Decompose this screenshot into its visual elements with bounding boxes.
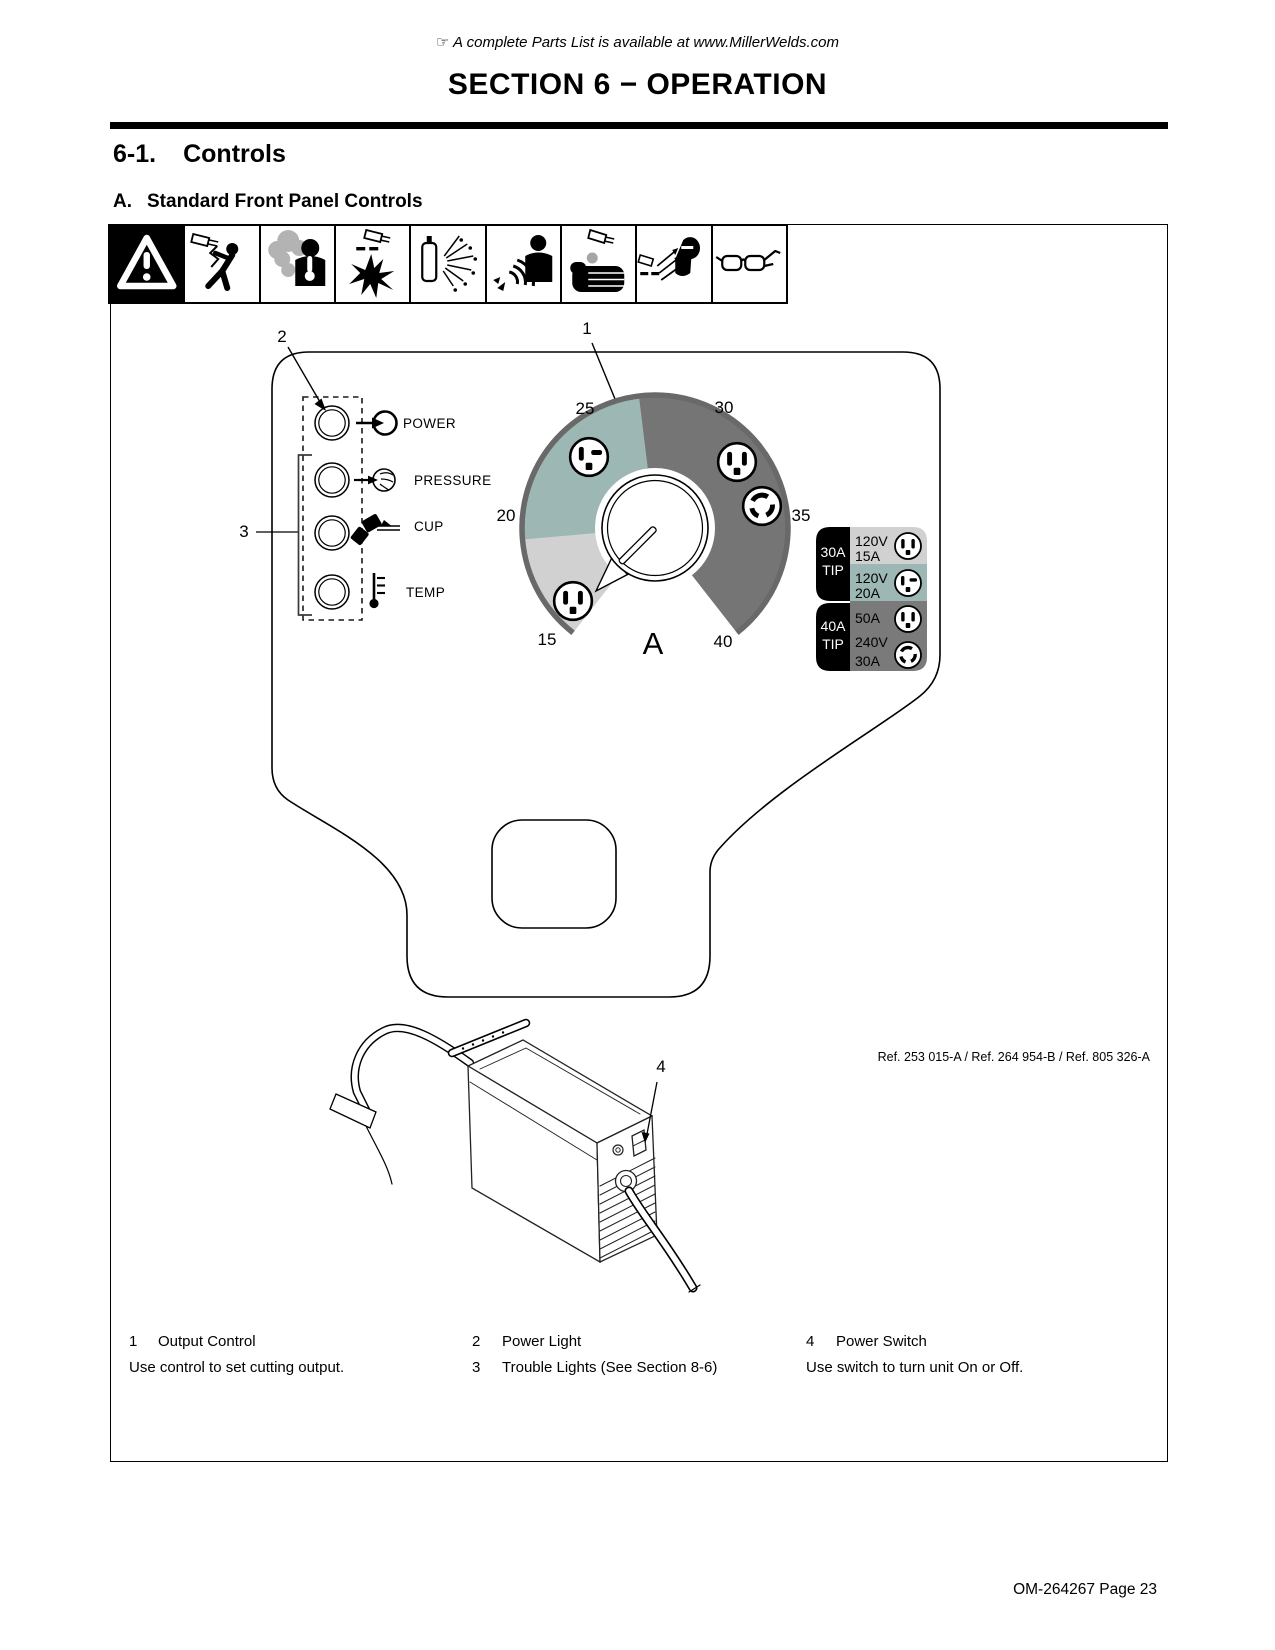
svg-text:3: 3 — [239, 522, 249, 541]
svg-text:20: 20 — [496, 506, 516, 525]
reference-numbers: Ref. 253 015-A / Ref. 264 954-B / Ref. 805 326-A — [877, 1050, 1150, 1064]
twist-lock-icon — [743, 487, 781, 525]
panel-handle-cutout — [492, 820, 616, 928]
dial-unit-label: A — [642, 626, 664, 661]
svg-text:40: 40 — [713, 632, 733, 651]
svg-text:15: 15 — [537, 630, 557, 649]
cup-label: CUP — [414, 519, 444, 534]
front-panel-figure — [110, 224, 1168, 1462]
nema-5-20-icon — [570, 438, 608, 476]
nema-5-15-icon — [554, 582, 592, 620]
legend-item-1-number: 1 — [129, 1333, 138, 1350]
power-source-drawing — [330, 1023, 700, 1292]
svg-text:120V: 120V — [855, 570, 888, 586]
legend-twist-lock-icon — [895, 642, 921, 668]
pointing-hand-icon: ☞ — [435, 34, 450, 51]
subsection-number: 6-1. — [113, 140, 157, 168]
legend-nema-5-15-icon — [895, 533, 921, 559]
torch-lead-end — [330, 1094, 376, 1128]
legend-nema-6-50-icon — [895, 606, 921, 632]
svg-text:120V: 120V — [855, 533, 888, 549]
svg-text:2: 2 — [277, 327, 287, 346]
parts-list-note-text: A complete Parts List is available at www.MillerWelds.com — [453, 34, 840, 51]
svg-text:TIP: TIP — [822, 636, 844, 652]
legend-nema-5-20-icon — [895, 570, 921, 596]
power-label: POWER — [403, 416, 457, 431]
legend-item-1-label: Output Control — [158, 1333, 256, 1350]
svg-text:40A: 40A — [820, 618, 846, 634]
legend-item-4-number: 4 — [806, 1333, 815, 1350]
sub-subsection-letter: A. — [113, 191, 132, 212]
svg-text:240V: 240V — [855, 634, 888, 650]
nema-6-50-icon — [718, 443, 756, 481]
legend-item-1-desc: Use control to set cutting output. — [129, 1359, 345, 1376]
sub-subsection-heading — [113, 191, 423, 213]
svg-text:20A: 20A — [855, 585, 880, 601]
svg-text:25: 25 — [575, 399, 595, 418]
pressure-label: PRESSURE — [414, 473, 492, 488]
sub-subsection-title: Standard Front Panel Controls — [147, 191, 423, 212]
svg-text:30A: 30A — [855, 653, 880, 669]
svg-text:15A: 15A — [855, 548, 880, 564]
legend-item-2-number: 2 — [472, 1333, 481, 1350]
legend-item-4-desc: Use switch to turn unit On or Off. — [806, 1359, 1024, 1376]
legend-item-3-number: 3 — [472, 1359, 481, 1376]
receptacle-legend — [816, 527, 927, 671]
svg-text:30A: 30A — [820, 544, 846, 560]
legend-item-3-label: Trouble Lights (See Section 8-6) — [502, 1359, 718, 1376]
page-footer: OM-264267 Page 23 — [1013, 1581, 1157, 1598]
subsection-title: Controls — [183, 140, 286, 168]
svg-text:50A: 50A — [855, 610, 880, 626]
title-rule — [110, 122, 1168, 129]
svg-text:30: 30 — [714, 398, 734, 417]
legend-item-4-label: Power Switch — [836, 1333, 927, 1350]
svg-text:1: 1 — [582, 319, 592, 338]
temp-label: TEMP — [406, 585, 446, 600]
svg-text:TIP: TIP — [822, 562, 844, 578]
section-title: SECTION 6 − OPERATION — [447, 68, 828, 101]
svg-text:4: 4 — [656, 1057, 666, 1076]
legend-item-2-label: Power Light — [502, 1333, 582, 1350]
parts-list-note — [0, 33, 1275, 51]
subsection-heading — [113, 140, 286, 169]
svg-text:35: 35 — [791, 506, 811, 525]
